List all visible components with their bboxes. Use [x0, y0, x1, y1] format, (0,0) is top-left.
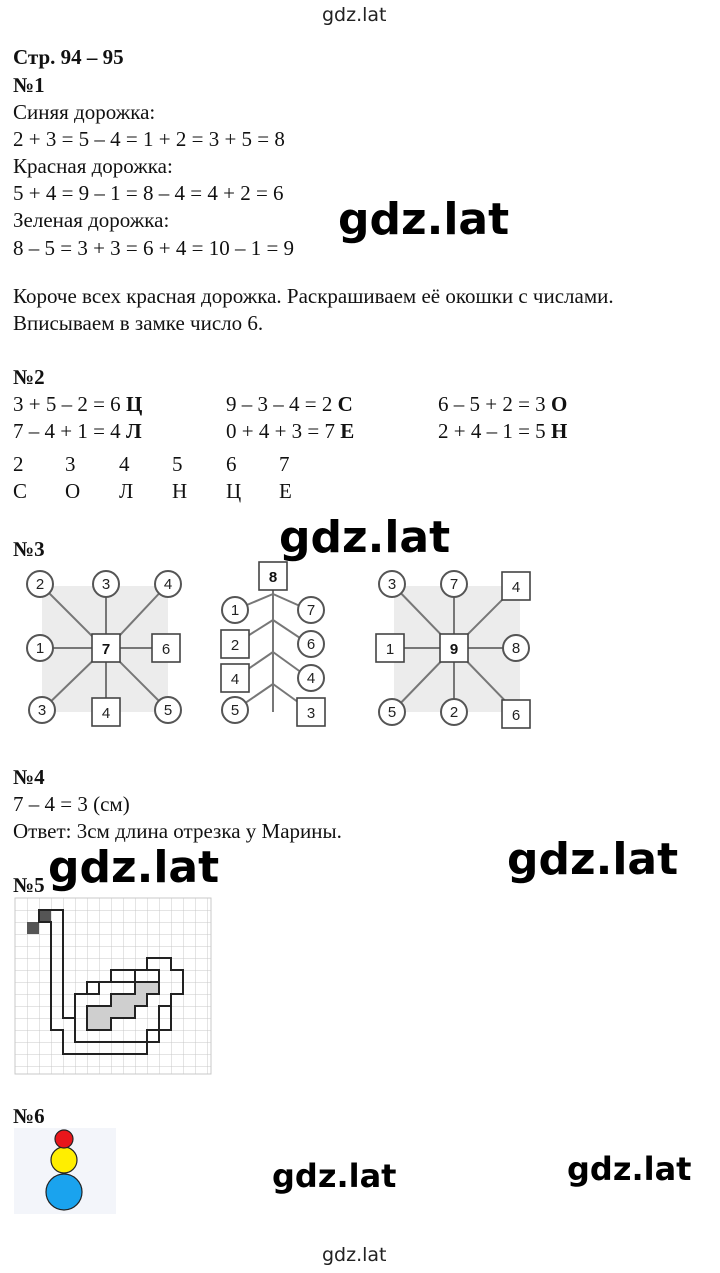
fig3-circle-tl — [379, 571, 405, 597]
fig1-square-mr — [152, 634, 180, 662]
code-number: 3 — [65, 452, 76, 476]
task5-grid-drawing — [15, 898, 211, 1074]
task2-equation: 7 – 4 + 1 = 4 Л — [13, 419, 142, 443]
svg-text:8: 8 — [268, 569, 278, 586]
code-letter: Н — [172, 479, 188, 503]
task3-figure-1 — [20, 568, 190, 728]
fig3-circle-bc — [441, 699, 467, 725]
svg-text:9: 9 — [449, 641, 459, 658]
fig1-square-bc — [92, 698, 120, 726]
svg-text:5: 5 — [163, 702, 173, 719]
task1-line: 5 + 4 = 9 – 1 = 8 – 4 = 4 + 2 = 6 — [13, 181, 284, 205]
svg-text:2: 2 — [35, 576, 45, 593]
top-circle — [55, 1130, 73, 1148]
task1-line: Синяя дорожка: — [13, 100, 156, 124]
fig3-circle-mr — [503, 635, 529, 661]
watermark: gdz.lat — [338, 194, 510, 245]
svg-text:4: 4 — [306, 670, 316, 687]
task1-conclusion: Короче всех красная дорожка. Раскрашиваем её окошки с числами. — [13, 284, 614, 308]
task1-line: 8 – 5 = 3 + 3 = 6 + 4 = 10 – 1 = 9 — [13, 236, 295, 260]
fig2-circle-r3 — [298, 665, 324, 691]
fig2-square-l2 — [221, 630, 249, 658]
task1-line: Красная дорожка: — [13, 154, 173, 178]
task4-answer: Ответ: 3см длина отрезка у Марины. — [13, 819, 342, 843]
svg-text:1: 1 — [230, 602, 240, 619]
fig1-circle-br — [155, 697, 181, 723]
fig2-circle-r1 — [298, 597, 324, 623]
task1-conclusion: Вписываем в замке число 6. — [13, 311, 264, 335]
task2-equation: 2 + 4 – 1 = 5 Н — [438, 419, 568, 443]
code-letter: Е — [279, 479, 292, 503]
svg-text:3: 3 — [37, 702, 47, 719]
fig3-square-ml — [376, 634, 404, 662]
task3-figure-3 — [374, 568, 544, 728]
fig2-square-top — [259, 562, 287, 590]
svg-text:7: 7 — [101, 641, 111, 658]
middle-circle — [51, 1147, 77, 1173]
svg-text:4: 4 — [511, 579, 521, 596]
svg-text:3: 3 — [306, 705, 316, 722]
svg-text:1: 1 — [385, 641, 395, 658]
watermark: gdz.lat — [279, 512, 451, 563]
task2-equation: 6 – 5 + 2 = 3 О — [438, 392, 568, 416]
svg-text:7: 7 — [306, 602, 316, 619]
svg-text:7: 7 — [449, 576, 459, 593]
svg-text:5: 5 — [387, 704, 397, 721]
svg-text:3: 3 — [101, 576, 111, 593]
svg-text:2: 2 — [230, 637, 240, 654]
fig1-circle-bl — [29, 697, 55, 723]
task2-equation: 9 – 3 – 4 = 2 С — [226, 392, 353, 416]
task4-expression: 7 – 4 = 3 (см) — [13, 792, 130, 816]
watermark: gdz.lat — [507, 834, 679, 885]
task6-figure — [14, 1128, 116, 1214]
task5-number: №5 — [13, 873, 45, 897]
task2-equation: 0 + 4 + 3 = 7 Е — [226, 419, 355, 443]
fig1-square-center — [92, 634, 120, 662]
code-letter: Ц — [226, 479, 242, 503]
svg-text:3: 3 — [387, 576, 397, 593]
fig3-square-tr — [502, 572, 530, 600]
task3-figure-2 — [215, 560, 335, 730]
svg-text:6: 6 — [306, 636, 316, 653]
svg-text:1: 1 — [35, 640, 45, 657]
footer-site-label: gdz.lat — [322, 1244, 387, 1266]
code-letter: О — [65, 479, 81, 503]
code-letter: Л — [119, 479, 134, 503]
bottom-circle — [46, 1174, 82, 1210]
fig3-circle-bl — [379, 699, 405, 725]
svg-text:4: 4 — [230, 671, 240, 688]
fig3-circle-tc — [441, 571, 467, 597]
fig1-circle-tl — [27, 571, 53, 597]
task2-equation: 3 + 5 – 2 = 6 Ц — [13, 392, 143, 416]
code-number: 4 — [119, 452, 130, 476]
code-letter: С — [13, 479, 28, 503]
fig2-square-r4 — [297, 698, 325, 726]
svg-text:4: 4 — [101, 705, 111, 722]
svg-text:8: 8 — [511, 640, 521, 657]
code-number: 5 — [172, 452, 183, 476]
task3-number: №3 — [13, 537, 45, 561]
watermark: gdz.lat — [48, 842, 220, 893]
svg-text:4: 4 — [163, 576, 173, 593]
svg-text:6: 6 — [511, 707, 521, 724]
svg-text:6: 6 — [161, 641, 171, 658]
svg-text:5: 5 — [230, 702, 240, 719]
fig1-circle-tc — [93, 571, 119, 597]
grid-background — [15, 898, 211, 1074]
watermark: gdz.lat — [272, 1157, 397, 1195]
fig2-square-l3 — [221, 664, 249, 692]
task1-line: 2 + 3 = 5 – 4 = 1 + 2 = 3 + 5 = 8 — [13, 127, 285, 151]
task6-number: №6 — [13, 1104, 45, 1128]
fig2-circle-l4 — [222, 697, 248, 723]
task1-line: Зеленая дорожка: — [13, 208, 170, 232]
fig2-circle-r2 — [298, 631, 324, 657]
task4-number: №4 — [13, 765, 45, 789]
task2-number: №2 — [13, 365, 45, 389]
svg-text:2: 2 — [449, 704, 459, 721]
fig1-circle-ml — [27, 635, 53, 661]
fig3-square-br — [502, 700, 530, 728]
code-number: 6 — [226, 452, 237, 476]
swan-beak-square — [27, 922, 39, 934]
page-title: Стр. 94 – 95 — [13, 45, 124, 69]
code-number: 2 — [13, 452, 24, 476]
task1-number: №1 — [13, 73, 45, 97]
swan-head-square — [39, 910, 51, 922]
fig2-circle-l1 — [222, 597, 248, 623]
fig3-square-center — [440, 634, 468, 662]
fig1-circle-tr — [155, 571, 181, 597]
code-number: 7 — [279, 452, 290, 476]
header-site-label: gdz.lat — [322, 4, 387, 26]
watermark: gdz.lat — [567, 1150, 692, 1188]
